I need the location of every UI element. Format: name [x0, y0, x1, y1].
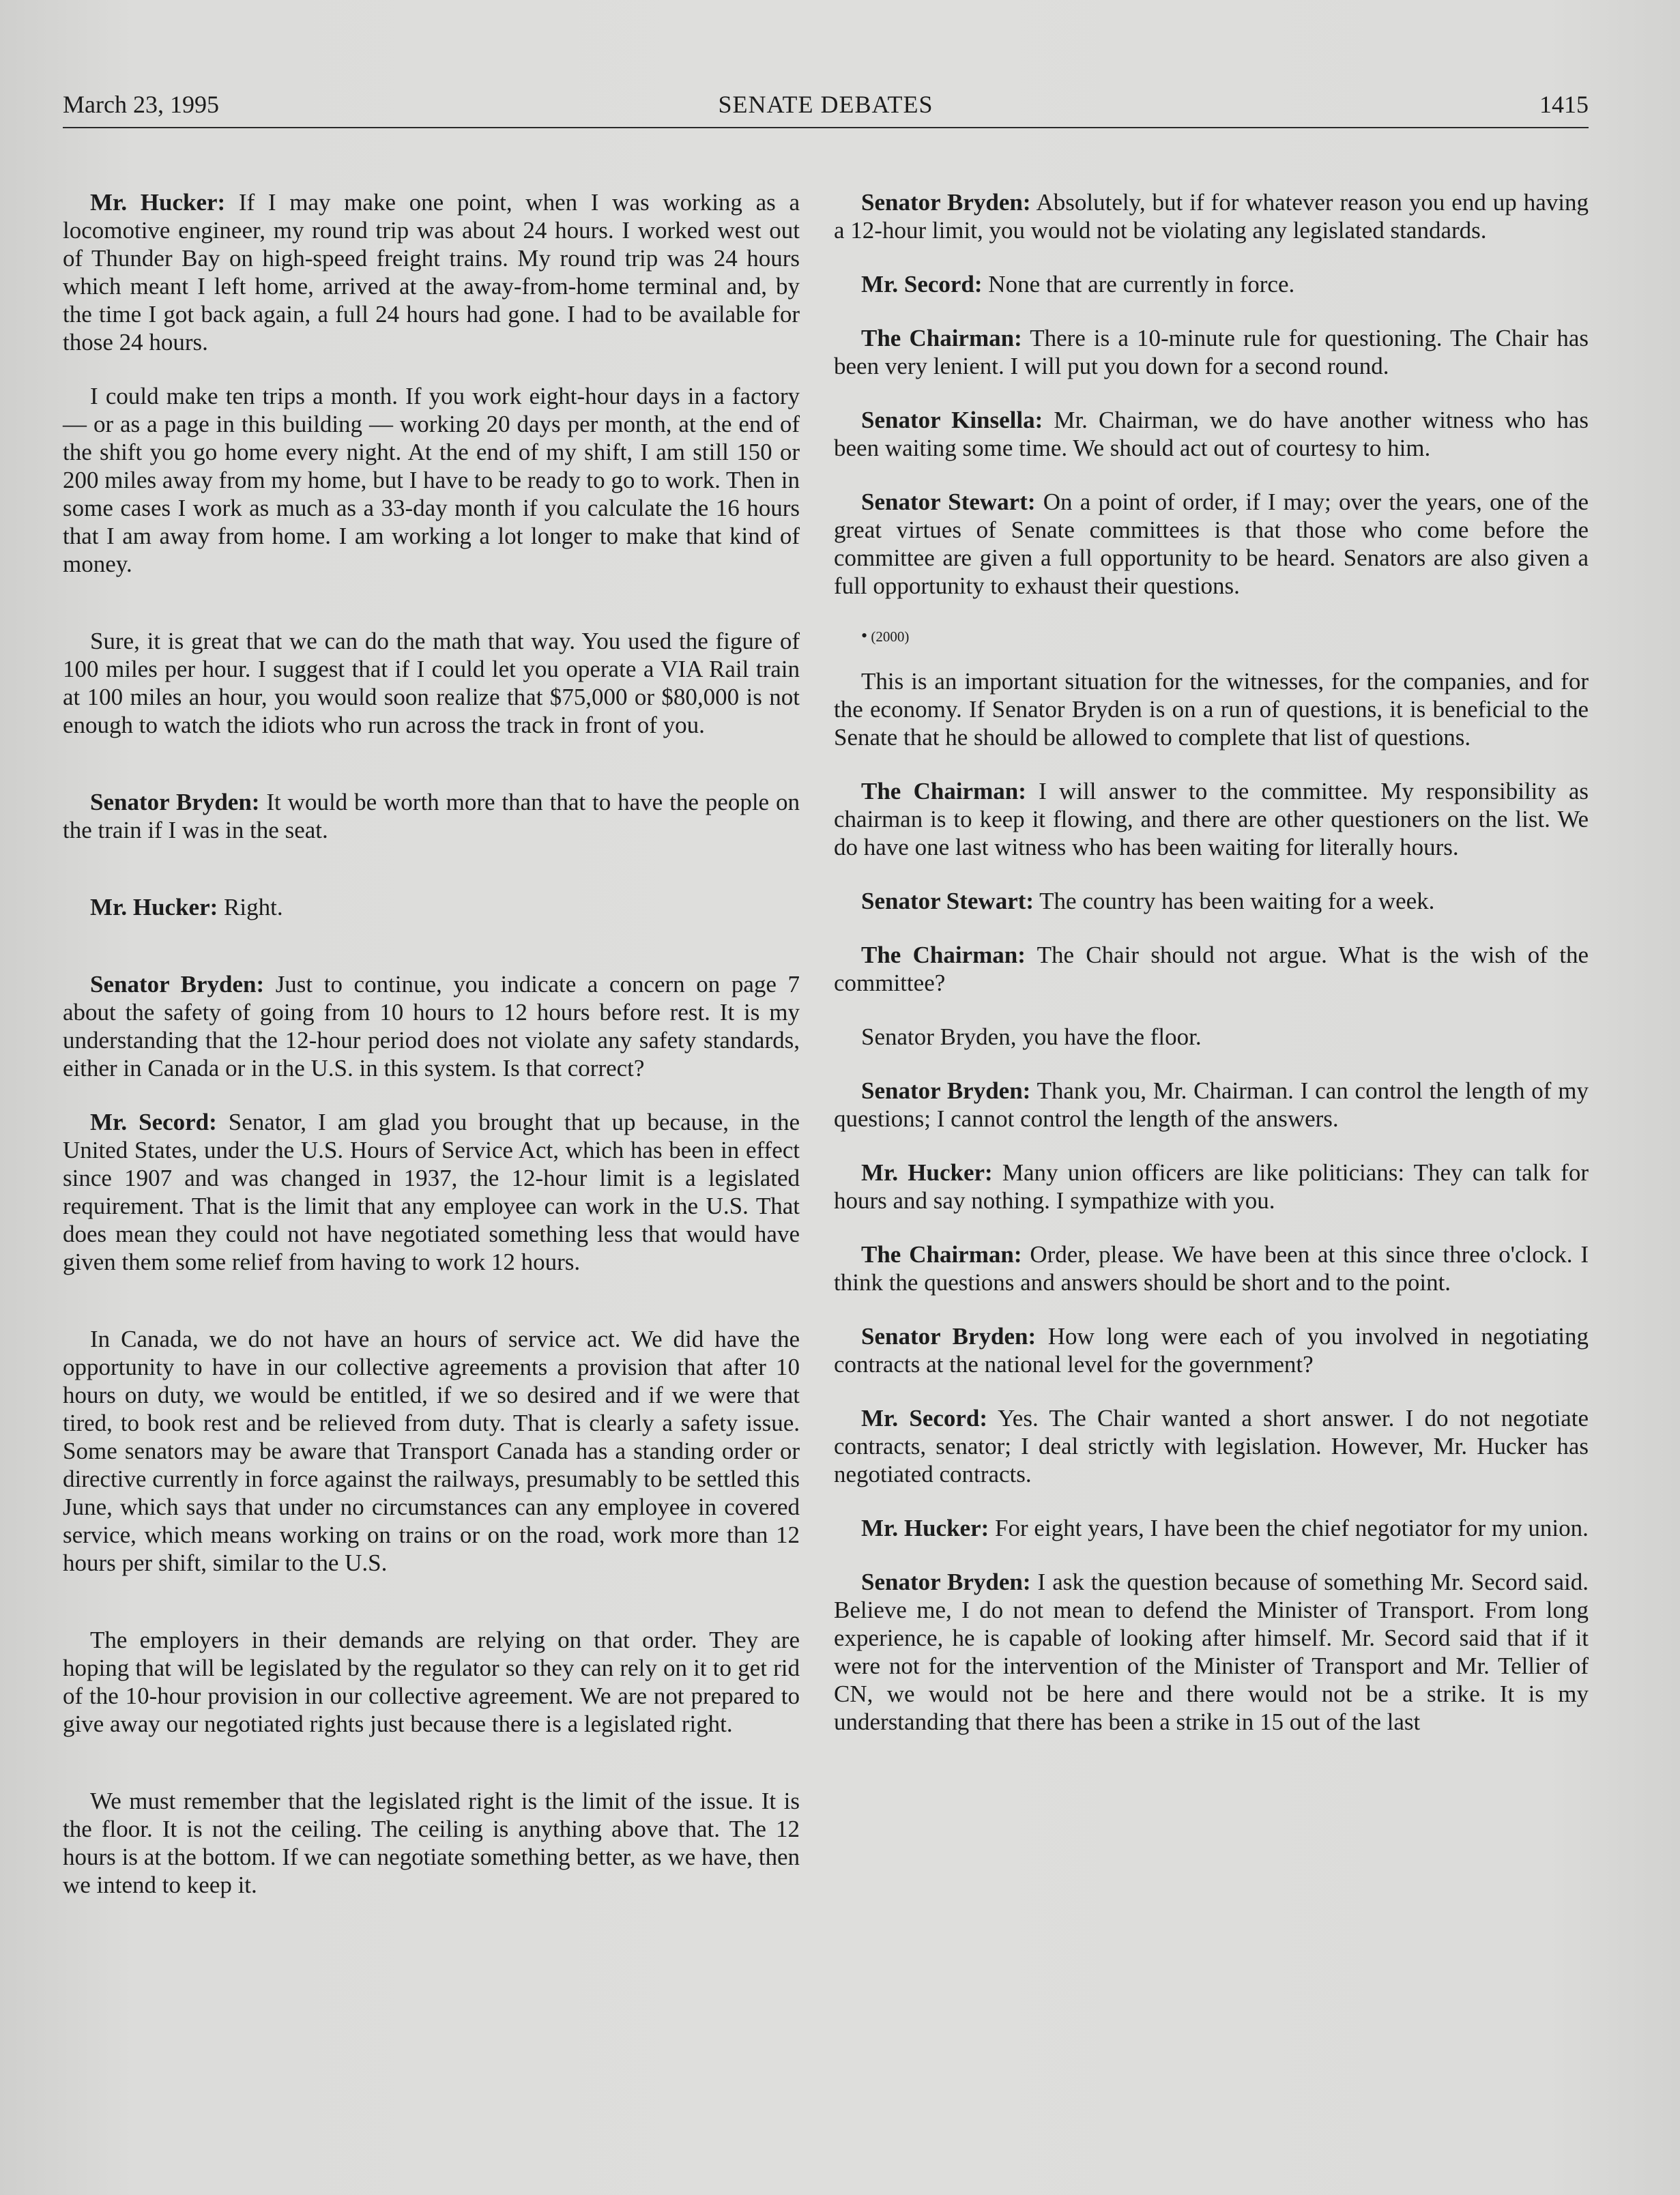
paragraph — [834, 1077, 1589, 1133]
paragraph-text: I could make ten trips a month. If you work eight-hour days in a factory — or as a page in this building — working 20 days per month, at the end of the shift you go home every night. At the end of my shift, I am still 150 or 200 miles away from my home, but I have to be ready to go to work. Then in some cases I work as much as a 33-day month if you calculate the 16 hours that I am away from home. I am working a lot longer to make that kind of money. — [63, 383, 800, 577]
speaker-name: Senator Stewart: — [861, 888, 1034, 914]
paragraph-text: Yes. The Chair wanted a short answer. I do not negotiate contracts, senator; I deal strictly with legislation. However, Mr. Hucker has negotiated contracts. — [834, 1405, 1589, 1487]
speaker-name: Senator Bryden: — [861, 1323, 1037, 1350]
speaker-name: Mr. Secord: — [90, 1109, 217, 1135]
speaker-name: The Chairman: — [861, 942, 1026, 968]
speaker-name: Mr. Hucker: — [90, 189, 226, 216]
speaker-name: Senator Bryden: — [861, 1077, 1031, 1104]
paragraph — [63, 1626, 800, 1738]
paragraph-text: None that are currently in force. — [982, 271, 1295, 297]
paragraph-text: How long were each of you involved in negotiating contracts at the national level for the government? — [834, 1323, 1589, 1378]
speaker-name: The Chairman: — [861, 325, 1022, 351]
time-marker — [861, 626, 1589, 647]
paragraph-text: We must remember that the legislated right is the limit of the issue. It is the floor. It is not the ceiling. The ceiling is anything above that. The 12 hours is at the bottom. If we can negotiate something better, as we have, then we intend to keep it. — [63, 1788, 800, 1898]
right-column — [834, 188, 1589, 1762]
paragraph-text: The country has been waiting for a week. — [1034, 888, 1435, 914]
paragraph-text: Senator, I am glad you brought that up because, in the United States, under the U.S. Hours of Service Act, which has been in effect since 1907 and was changed in 1937, the 12-hour limit is a legislated requirement. That is the limit that any employee can work in the U.S. That does mean they could not have negotiated something less that would have given them some relief from having to work 12 hours. — [63, 1109, 800, 1275]
time-marker-label: (2000) — [871, 628, 910, 645]
paragraph-text: On a point of order, if I may; over the years, one of the great virtues of Senate committees is that those who come before the committee are given a full opportunity to be heard. Senators are also given a full opportunity to exhaust their questions. — [834, 489, 1589, 599]
paragraph-text: The employers in their demands are relying on that order. They are hoping that will be legislated by the regulator so they can rely on it to get rid of the 10-hour provision in our collective agreement. We are not prepared to give away our negotiated rights just because there is a legislated right. — [63, 1627, 800, 1737]
paragraph-text: This is an important situation for the witnesses, for the companies, and for the economy. If Senator Bryden is on a run of questions, it is beneficial to the Senate that he should be allowed to complete that list of questions. — [834, 668, 1589, 751]
paragraph — [63, 1325, 800, 1577]
paragraph-text: Absolutely, but if for whatever reason you end up having a 12-hour limit, you would not be violating any legislated standards. — [834, 189, 1589, 244]
paragraph — [834, 1404, 1589, 1488]
paragraph — [834, 1514, 1589, 1542]
paragraph — [834, 667, 1589, 751]
paragraph — [63, 1787, 800, 1899]
speaker-name: Senator Kinsella: — [861, 407, 1043, 433]
paragraph — [834, 1240, 1589, 1296]
paragraph-text: I ask the question because of something Mr. Secord said. Believe me, I do not mean to defend the Minister of Transport. From long experience, he is capable of looking after himself. Mr. Secord said that if it were not for the intervention of the Minister of Transport and Mr. Tellier of CN, we would not be here and there would not be a strike. It is my understanding that there has been a strike in 15 out of the last — [834, 1569, 1589, 1735]
paragraph-text: Mr. Chairman, we do have another witness who has been waiting some time. We should act out of courtesy to him. — [834, 407, 1589, 461]
speaker-name: Senator Bryden: — [90, 971, 265, 998]
paragraph — [834, 406, 1589, 462]
speaker-name: Mr. Hucker: — [861, 1515, 989, 1541]
page-header — [63, 87, 1589, 128]
speaker-name: The Chairman: — [861, 1241, 1022, 1268]
paragraph — [834, 1159, 1589, 1215]
paragraph — [834, 941, 1589, 997]
header-date: March 23, 1995 — [63, 91, 219, 118]
paragraph-text: Sure, it is great that we can do the math that way. You used the figure of 100 miles per hour. I suggest that if I could let you operate a VIA Rail train at 100 miles an hour, you would soon realize that $75,000 or $80,000 is not enough to watch the idiots who run across the track in front of you. — [63, 628, 800, 738]
paragraph — [63, 893, 800, 921]
speaker-name: Senator Bryden: — [861, 189, 1031, 216]
speaker-name: Mr. Hucker: — [861, 1159, 993, 1186]
paragraph-text: I will answer to the committee. My responsibility as chairman is to keep it flowing, and there are other questioners on the list. We do have one last witness who has been waiting for literally hours. — [834, 778, 1589, 860]
speaker-name: The Chairman: — [861, 778, 1026, 804]
paragraph — [834, 270, 1589, 298]
header-title: SENATE DEBATES — [718, 91, 933, 118]
paragraph — [834, 188, 1589, 244]
header-page-number: 1415 — [1539, 91, 1589, 118]
paragraph-text: The Chair should not argue. What is the wish of the committee? — [834, 942, 1589, 996]
paragraph — [834, 1322, 1589, 1378]
paragraph-text: For eight years, I have been the chief negotiator for my union. — [989, 1515, 1589, 1541]
paragraph — [834, 887, 1589, 915]
speaker-name: Mr. Secord: — [861, 271, 983, 297]
paragraph-text: Many union officers are like politicians: They can talk for hours and say nothing. I sympathize with you. — [834, 1159, 1589, 1214]
paragraph-text: Right. — [218, 894, 283, 920]
paragraph — [834, 488, 1589, 600]
paragraph-text: Order, please. We have been at this since three o'clock. I think the questions and answers should be short and to the point. — [834, 1241, 1589, 1296]
paragraph — [834, 324, 1589, 380]
paragraph-text: Just to continue, you indicate a concern on page 7 about the safety of going from 10 hours to 12 hours before rest. It is my understanding that the 12-hour period does not violate any safety standards, either in Canada or in the U.S. in this system. Is that correct? — [63, 971, 800, 1081]
paragraph — [834, 1023, 1589, 1051]
speaker-name: Senator Stewart: — [861, 489, 1036, 515]
paragraph — [63, 1108, 800, 1276]
paragraph — [63, 382, 800, 578]
paragraph — [63, 188, 800, 356]
paragraph — [834, 1568, 1589, 1736]
bullet-icon: • — [861, 626, 868, 645]
paragraph-text: If I may make one point, when I was working as a locomotive engineer, my round trip was about 24 hours. I worked west out of Thunder Bay on high-speed freight trains. My round trip was 24 hours which meant I left home, arrived at the away-from-home terminal and, by the time I got back again, a full 24 hours had gone. I had to be available for those 24 hours. — [63, 189, 800, 355]
paragraph — [63, 788, 800, 844]
paragraph-text: It would be worth more than that to have the people on the train if I was in the seat. — [63, 789, 800, 843]
paragraph-text: There is a 10-minute rule for questioning. The Chair has been very lenient. I will put you down for a second round. — [834, 325, 1589, 379]
speaker-name: Mr. Secord: — [861, 1405, 988, 1431]
speaker-name: Senator Bryden: — [861, 1569, 1031, 1595]
paragraph-text: Thank you, Mr. Chairman. I can control the length of my questions; I cannot control the length of the answers. — [834, 1077, 1589, 1132]
speaker-name: Mr. Hucker: — [90, 894, 218, 920]
paragraph — [63, 627, 800, 739]
paragraph-text: Senator Bryden, you have the floor. — [861, 1023, 1202, 1050]
paragraph — [63, 970, 800, 1082]
paragraph — [834, 777, 1589, 861]
paragraph-text: In Canada, we do not have an hours of service act. We did have the opportunity to have in our collective agreements a provision that after 10 hours on duty, we would be entitled, if we so desired and if we were that tired, to book rest and be relieved from duty. That is clearly a safety issue. Some senators may be aware that Transport Canada has a standing order or directive currently in force against the railways, presumably to be settled this June, which says that under no circumstances can any employee in covered service, which means working on trains or on the road, work more than 12 hours per shift, similar to the U.S. — [63, 1326, 800, 1576]
speaker-name: Senator Bryden: — [90, 789, 260, 815]
left-column — [63, 188, 800, 1925]
